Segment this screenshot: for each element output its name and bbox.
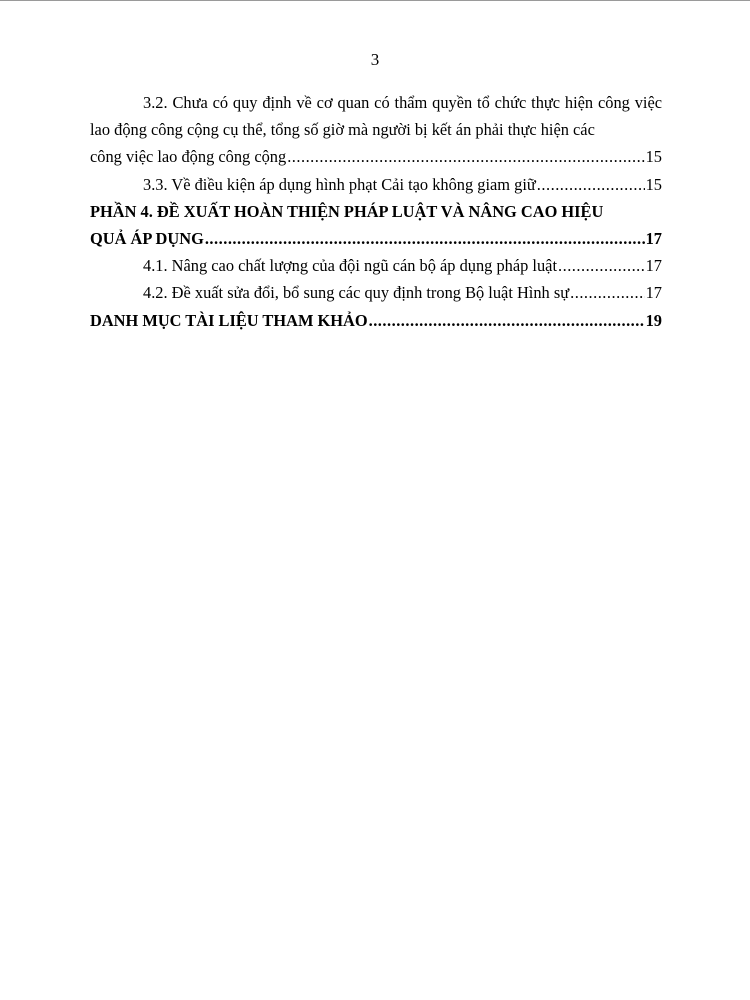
toc-entry-label: DANH MỤC TÀI LIỆU THAM KHẢO (90, 310, 368, 330)
toc-entry-page-number: 17 (645, 283, 662, 303)
toc-entry-4-1 (90, 252, 662, 279)
toc-entry-4-2 (90, 279, 662, 306)
toc-entry-page-number: 19 (645, 310, 662, 330)
toc-entry-label: QUẢ ÁP DỤNG (90, 229, 204, 249)
toc-entry-page-number: 15 (645, 147, 662, 167)
toc-entry-last-line (90, 143, 662, 170)
dot-leader (570, 279, 644, 306)
dot-leader (205, 225, 645, 252)
page-top-border (0, 0, 750, 1)
toc-entry-label: công việc lao động công cộng (90, 147, 287, 167)
toc-entry-page-number: 17 (645, 256, 662, 276)
toc-entry-references (90, 307, 662, 334)
toc-entry-page-number: 15 (645, 174, 662, 194)
toc-entry-3-3 (90, 171, 662, 198)
toc-entry-label: 3.3. Về điều kiện áp dụng hình phạt Cải tạo không giam giữ (143, 174, 536, 194)
toc-entry-heading-text: 3.2. Chưa có quy định về cơ quan có thẩm quyền tổ chức thực hiện công việc lao động công cộng cụ thể, tổng số giờ mà người bị kết án phải thực hiện các (90, 93, 662, 140)
page-number: 3 (370, 50, 380, 69)
dot-leader (537, 171, 645, 198)
dot-leader (558, 252, 645, 279)
table-of-contents (90, 89, 662, 334)
toc-entry-last-line (90, 225, 662, 252)
toc-entry-part-4 (90, 198, 662, 252)
toc-entry-page-number: 17 (645, 229, 662, 249)
toc-entry-3-2 (90, 89, 662, 171)
toc-entry-label: 4.1. Nâng cao chất lượng của đội ngũ cán bộ áp dụng pháp luật (143, 256, 557, 276)
dot-leader (369, 307, 645, 334)
toc-entry-heading-text: PHẦN 4. ĐỀ XUẤT HOÀN THIỆN PHÁP LUẬT VÀ NÂNG CAO HIỆU (90, 201, 604, 221)
toc-entry-label: 4.2. Đề xuất sửa đổi, bổ sung các quy định trong Bộ luật Hình sự (143, 283, 570, 303)
dot-leader (287, 143, 644, 170)
